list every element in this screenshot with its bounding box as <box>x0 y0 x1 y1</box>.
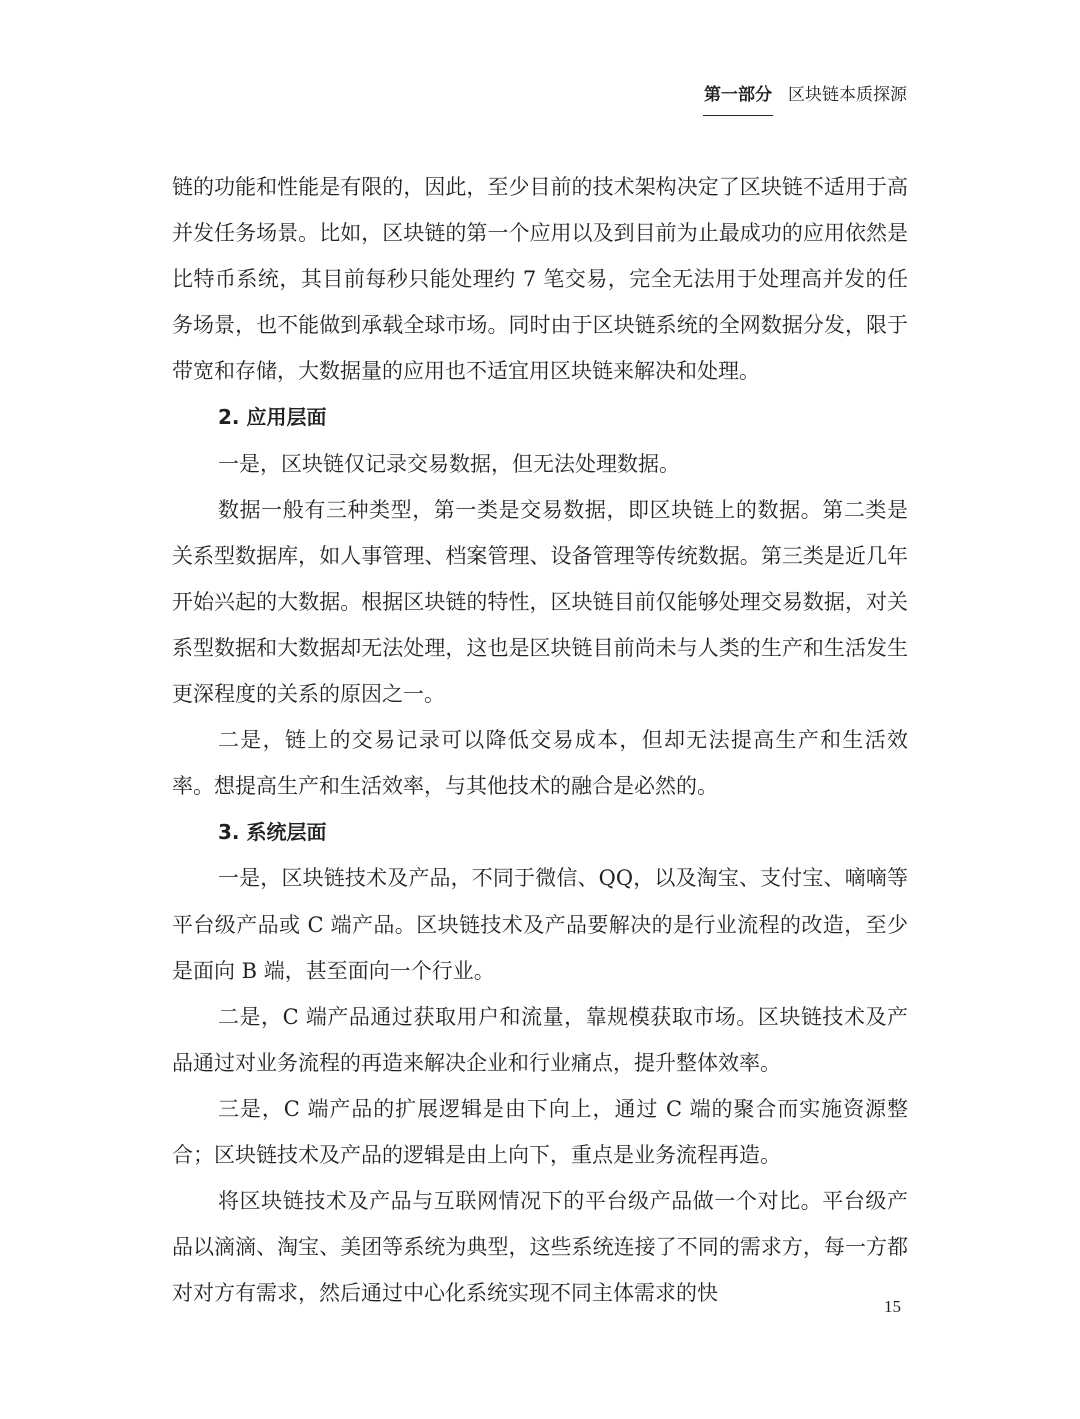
paragraph: 一是，区块链仅记录交易数据，但无法处理数据。 <box>218 451 680 476</box>
section-heading-application: 2. 应用层面 <box>218 405 327 430</box>
page-number: 15 <box>884 1297 901 1316</box>
running-header <box>704 84 907 106</box>
paragraph-continued: 链的功能和性能是有限的，因此，至少目前的技术架构决定了区块链不适用于高并发任务场景。比如，区块链的第一个应用以及到目前为止最成功的应用依然是比特币系统，其目前每秒只能处理约 7 笔交易，完全无法用于处理高并发的任务场景，也不能做到承载全球市场。同时由于区块链系统的全网数据分发，限于带宽和存储，大数据量的应用也不适宜用区块链来解决和处理。 <box>172 175 908 384</box>
paragraph: 二是，C 端产品通过获取用户和流量，靠规模获取市场。区块链技术及产品通过对业务流程的再造来解决企业和行业痛点，提升整体效率。 <box>172 1004 908 1075</box>
body-text <box>172 164 908 1316</box>
paragraph: 一是，区块链技术及产品，不同于微信、QQ，以及淘宝、支付宝、嘀嘀等平台级产品或 C 端产品。区块链技术及产品要解决的是行业流程的改造，至少是面向 B 端，甚至面向一个行业。 <box>172 866 908 983</box>
header-part-label: 第一部分 <box>704 85 772 105</box>
paragraph: 数据一般有三种类型，第一类是交易数据，即区块链上的数据。第二类是关系型数据库，如人事管理、档案管理、设备管理等传统数据。第三类是近几年开始兴起的大数据。根据区块链的特性，区块链目前仅能够处理交易数据，对关系型数据和大数据却无法处理，这也是区块链目前尚未与人类的生产和生活发生更深程度的关系的原因之一。 <box>172 497 908 707</box>
paragraph: 将区块链技术及产品与互联网情况下的平台级产品做一个对比。平台级产品以滴滴、淘宝、美团等系统为典型，这些系统连接了不同的需求方，每一方都对对方有需求，然后通过中心化系统实现不同主体需求的快 <box>172 1189 908 1306</box>
section-heading-system: 3. 系统层面 <box>218 820 327 845</box>
paragraph: 二是，链上的交易记录可以降低交易成本，但却无法提高生产和生活效率。想提高生产和生活效率，与其他技术的融合是必然的。 <box>172 728 908 799</box>
header-chapter-title: 区块链本质探源 <box>788 85 907 105</box>
paragraph: 三是，C 端产品的扩展逻辑是由下向上，通过 C 端的聚合而实施资源整合；区块链技术及产品的逻辑是由上向下，重点是业务流程再造。 <box>172 1096 908 1167</box>
